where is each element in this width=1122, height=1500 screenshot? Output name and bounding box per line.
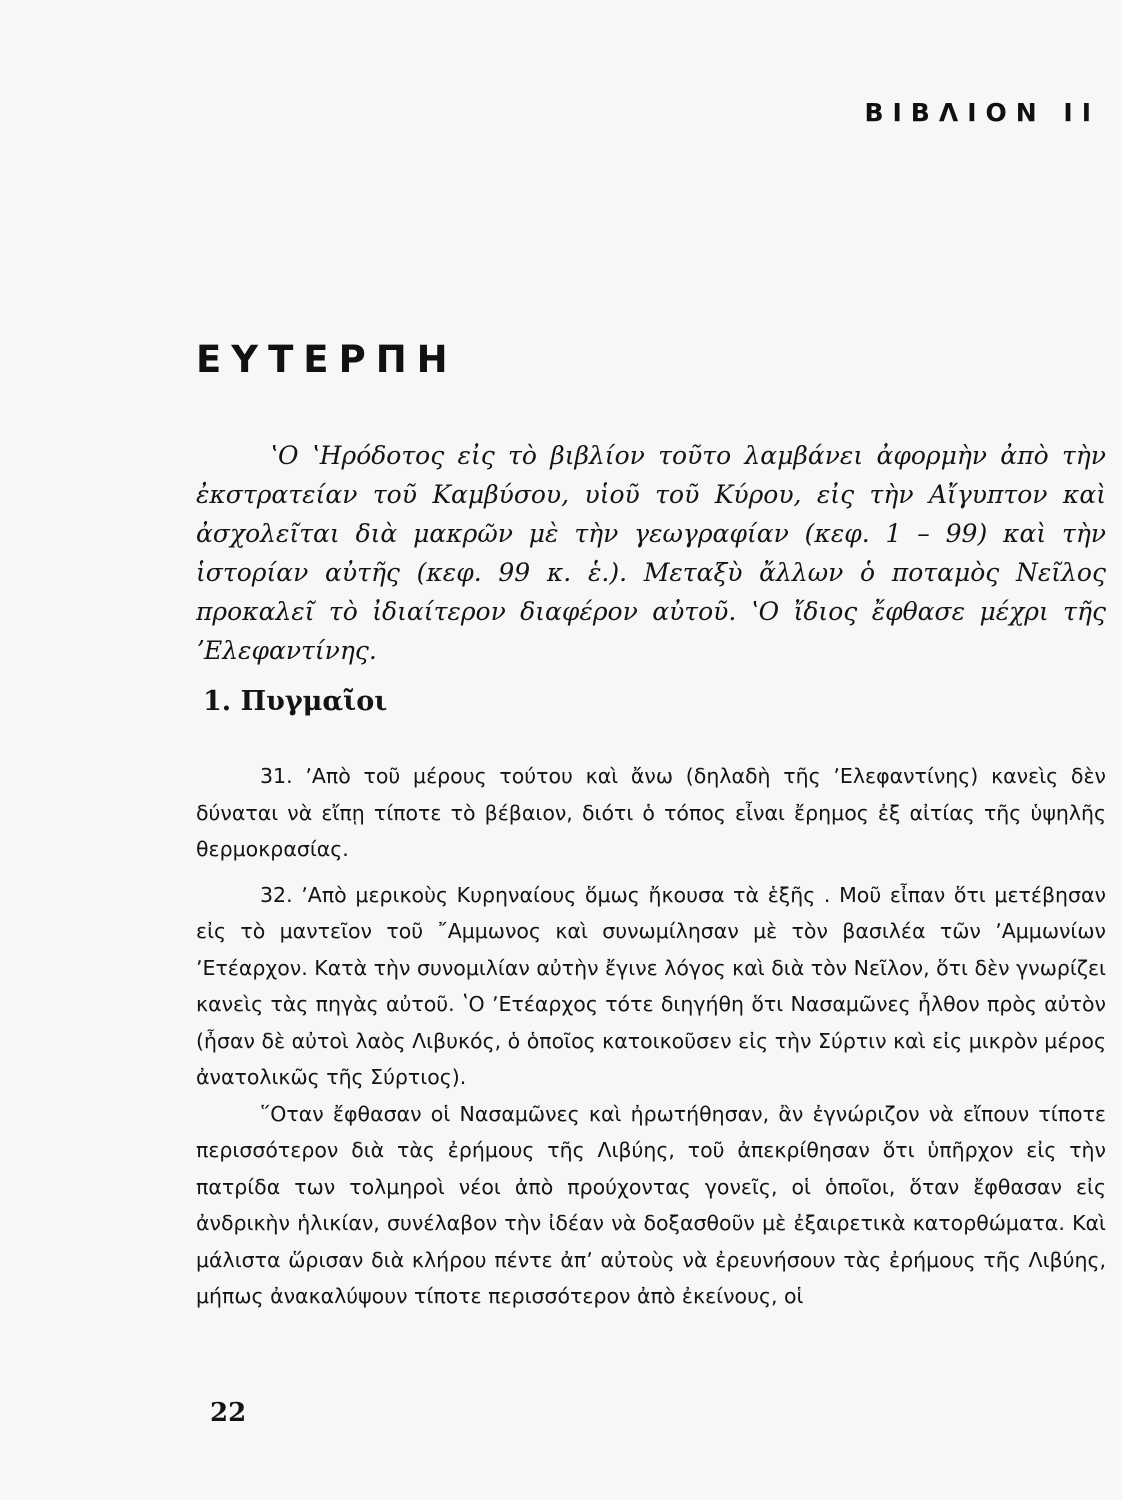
section-heading: 1. Πυγμαῖοι	[203, 686, 388, 717]
chapter-intro: ʽΟ ʽΗρόδοτος εἰς τὸ βιβλίον τοῦτο λαμβάνει ἀφορμὴν ἀπὸ τὴν ἐκστρατείαν τοῦ Καμβύσου, υἱοῦ τοῦ Κύρου, εἰς τὴν Αἴγυπτον καὶ ἀσχολεῖται διὰ μακρῶν μὲ τὴν γεωγραφίαν (κεφ. 1 – 99) καὶ τὴν ἱστορίαν αὐτῆς (κεφ. 99 κ. ἑ.). Μεταξὺ ἄλλων ὁ ποταμὸς Νεῖλος προκαλεῖ τὸ ἰδιαίτερον διαφέρον αὐτοῦ. ʽΟ ἴδιος ἔφθασε μέχρι τῆς ʼΕλεφαντίνης.	[196, 441, 1106, 665]
paragraph-32: 32. ʼΑπὸ μερικοὺς Κυρηναίους ὅμως ἤκουσα τὰ ἑξῆς . Μοῦ εἶπαν ὅτι μετέβησαν εἰς τὸ μαντεῖον τοῦ ῎Αμμωνος καὶ συνωμίλησαν μὲ τὸν βασιλέα τῶν ʼΑμμωνίων ʼΕτέαρχον. Κατὰ τὴν συνομιλίαν αὐτὴν ἔγινε λόγος καὶ διὰ τὸν Νεῖλον, ὅτι δὲν γνωρίζει κανεὶς τὰς πηγὰς αὐτοῦ. ʽΟ ʼΕτέαρχος τότε διηγήθη ὅτι Νασαμῶνες ἦλθον πρὸς αὐτὸν (ἦσαν δὲ αὐτοὶ λαὸς Λιβυκός, ὁ ὁποῖος κατοικοῦσεν εἰς τὴν Σύρτιν καὶ εἰς μικρὸν μέρος ἀνατολικῶς τῆς Σύρτιος).	[196, 882, 1106, 1089]
page-number: 22	[210, 1398, 247, 1428]
paragraph-31: 31. ʼΑπὸ τοῦ μέρους τούτου καὶ ἄνω (δηλαδὴ τῆς ʼΕλεφαντίνης) κανεὶς δὲν δύναται νὰ εἴπῃ τίποτε τὸ βέβαιον, διότι ὁ τόπος εἶναι ἔρημος ἐξ αἰτίας τῆς ὑψηλῆς θερμοκρασίας.	[196, 764, 1106, 861]
body-text	[196, 758, 1106, 1315]
paragraph-32-continued: ῞Οταν ἔφθασαν οἱ Νασαμῶνες καὶ ἠρωτήθησαν, ἂν ἐγνώριζον νὰ εἴπουν τίποτε περισσότερον διὰ τὰς ἐρήμους τῆς Λιβύης, τοῦ ἀπεκρίθησαν ὅτι ὑπῆρχον εἰς τὴν πατρίδα των τολμηροὶ νέοι ἀπὸ προύχοντας γονεῖς, οἱ ὁποῖοι, ὅταν ἔφθασαν εἰς ἀνδρικὴν ἡλικίαν, συνέλαβον τὴν ἰδέαν νὰ δοξασθοῦν μὲ ἐξαιρετικὰ κατορθώματα. Καὶ μάλιστα ὥρισαν διὰ κλήρου πέντε ἀπʼ αὐτοὺς νὰ ἐρευνήσουν τὰς ἐρήμους τῆς Λιβύης, μήπως ἀνακαλύψουν τίποτε περισσότερον ἀπὸ ἐκείνους, οἱ	[196, 1101, 1106, 1308]
chapter-title: ΕΥΤΕΡΠΗ	[196, 338, 458, 381]
book-label: ΒΙΒΛΙΟΝ ΙΙ	[864, 98, 1100, 127]
